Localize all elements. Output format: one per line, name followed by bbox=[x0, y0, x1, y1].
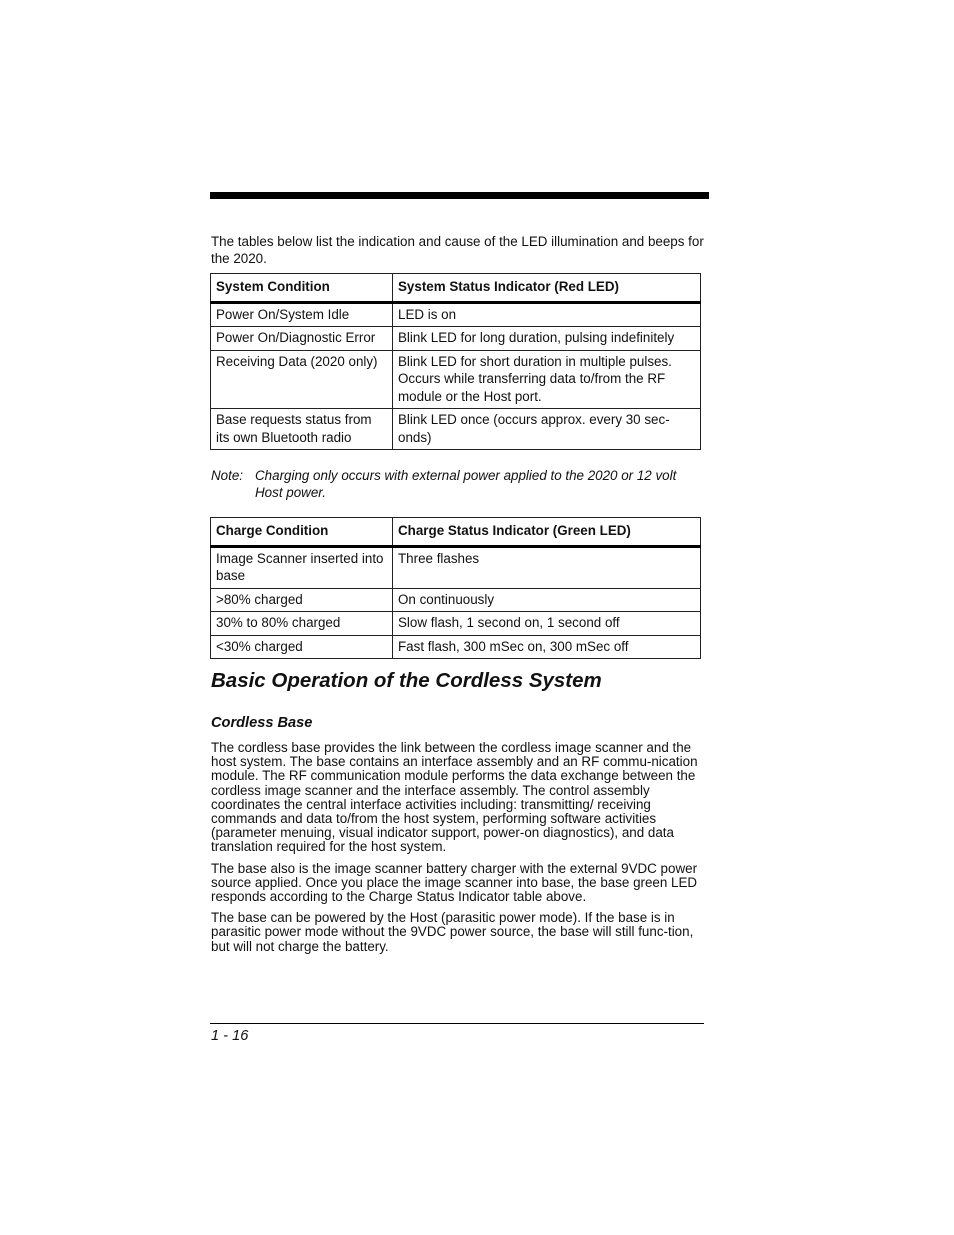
body-paragraph: The cordless base provides the link between the cordless image scanner and the host system. The base contains an interface assembly and an RF commu-nication module. The RF communication module performs the data exchange between the cordless image scanner and the interface assembly. The control assembly coordinates the central interface activities including: transmitting/ receiving commands and data to/from the host system, performing software activities (parameter menuing, visual indicator support, power-on diagnostics), and data translation required for the host system. bbox=[211, 740, 698, 855]
condition-cell: 30% to 80% charged bbox=[211, 612, 393, 636]
column-header-charge-status: Charge Status Indicator (Green LED) bbox=[393, 518, 701, 547]
indicator-cell: Slow flash, 1 second on, 1 second off bbox=[393, 612, 701, 636]
header-rule bbox=[210, 192, 709, 199]
column-header-system-condition: System Condition bbox=[211, 274, 393, 303]
condition-cell: <30% charged bbox=[211, 635, 393, 659]
intro-paragraph: The tables below list the indication and cause of the LED illumination and beeps for the 2020. bbox=[211, 234, 704, 266]
note-label: Note: bbox=[211, 468, 244, 483]
indicator-cell: Three flashes bbox=[393, 546, 701, 588]
indicator-cell: Blink LED once (occurs approx. every 30 sec-onds) bbox=[393, 409, 701, 450]
indicator-cell: Fast flash, 300 mSec on, 300 mSec off bbox=[393, 635, 701, 659]
table-row bbox=[211, 350, 701, 409]
body-text bbox=[211, 741, 703, 961]
indicator-cell: Blink LED for short duration in multiple pulses. Occurs while transferring data to/from the RF module or the Host port. bbox=[393, 350, 701, 409]
condition-cell: >80% charged bbox=[211, 588, 393, 612]
table-row bbox=[211, 546, 701, 588]
table-row bbox=[211, 302, 701, 327]
condition-cell: Image Scanner inserted into base bbox=[211, 546, 393, 588]
column-header-system-status: System Status Indicator (Red LED) bbox=[393, 274, 701, 303]
table-row bbox=[211, 635, 701, 659]
table-row bbox=[211, 327, 701, 351]
footer-rule bbox=[210, 1023, 704, 1024]
body-paragraph: The base can be powered by the Host (parasitic power mode). If the base is in parasitic power mode without the 9VDC power source, the base will still func-tion, but will not charge the battery. bbox=[211, 910, 694, 954]
indicator-cell: On continuously bbox=[393, 588, 701, 612]
note-text: Charging only occurs with external power applied to the 2020 or 12 volt Host power. bbox=[255, 468, 677, 500]
table-header-row bbox=[211, 274, 701, 303]
condition-cell: Receiving Data (2020 only) bbox=[211, 350, 393, 409]
table-row bbox=[211, 409, 701, 450]
section-title: Basic Operation of the Cordless System bbox=[211, 669, 602, 692]
charge-status-table bbox=[210, 517, 701, 659]
table-row bbox=[211, 612, 701, 636]
body-paragraph: The base also is the image scanner battery charger with the external 9VDC power source applied. Once you place the image scanner into base, the base green LED responds according to the Charge Status Indicator table above. bbox=[211, 860, 698, 905]
condition-cell: Power On/Diagnostic Error bbox=[211, 327, 393, 351]
column-header-charge-condition: Charge Condition bbox=[211, 518, 393, 547]
condition-cell: Power On/System Idle bbox=[211, 302, 393, 327]
table-row bbox=[211, 588, 701, 612]
table-header-row bbox=[211, 518, 701, 547]
condition-cell: Base requests status from its own Bluetooth radio bbox=[211, 409, 393, 450]
system-status-table bbox=[210, 273, 701, 450]
indicator-cell: LED is on bbox=[393, 302, 701, 327]
page-number: 1 - 16 bbox=[211, 1028, 249, 1044]
indicator-cell: Blink LED for long duration, pulsing indefinitely bbox=[393, 327, 701, 351]
subsection-title: Cordless Base bbox=[211, 715, 313, 731]
charging-note bbox=[211, 467, 706, 501]
